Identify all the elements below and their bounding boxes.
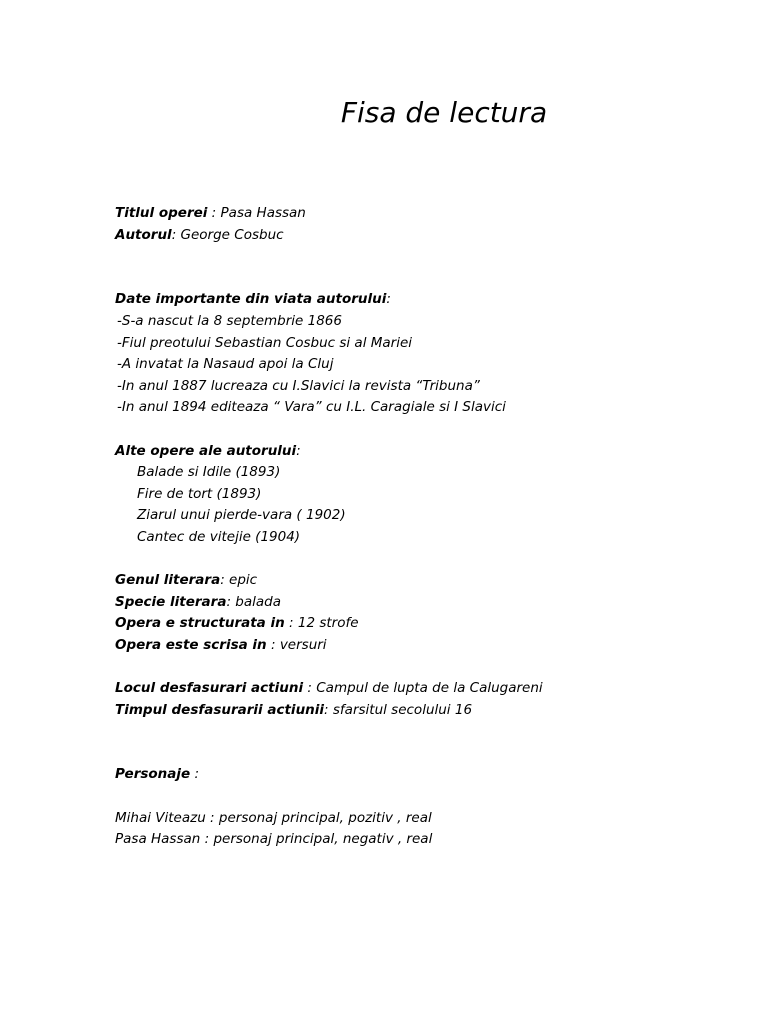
field-opera-structurata bbox=[115, 613, 735, 635]
field-separator: : bbox=[207, 205, 221, 221]
field-label: Autorul bbox=[115, 226, 172, 243]
field-separator: : bbox=[303, 680, 317, 697]
list-item: -In anul 1887 lucreaza cu I.Slavici la revista “Tribuna” bbox=[117, 377, 480, 394]
field-label: Locul desfasurari actiuni bbox=[115, 680, 304, 697]
list-item: -In anul 1894 editeaza “ Vara” cu I.L. Caragiale si I Slavici bbox=[117, 399, 506, 416]
field-label: Timpul desfasurarii actiunii bbox=[115, 701, 325, 718]
list-item: Cantec de vitejie (1904) bbox=[137, 528, 301, 545]
field-label: Specie literara bbox=[115, 593, 227, 610]
field-label: Titlul operei bbox=[115, 205, 208, 221]
field-separator: : bbox=[284, 615, 298, 632]
field-value: versuri bbox=[279, 636, 327, 653]
field-opera-scrisa bbox=[115, 635, 735, 657]
section-label: Date importante din viata autorului bbox=[115, 291, 387, 308]
section-heading-personaje bbox=[115, 764, 735, 786]
field-label: Opera este scrisa in bbox=[115, 636, 267, 653]
field-genul-literara bbox=[115, 570, 735, 592]
section-separator: : bbox=[296, 442, 301, 459]
field-value: sfarsitul secolului 16 bbox=[332, 701, 473, 718]
field-separator: : bbox=[324, 701, 333, 718]
field-locul-desfasurarii bbox=[115, 678, 735, 700]
field-value: George Cosbuc bbox=[180, 226, 284, 243]
field-label: Opera e structurata in bbox=[115, 615, 285, 632]
list-item: Fire de tort (1893) bbox=[137, 485, 262, 502]
section-label: Personaje bbox=[115, 766, 191, 783]
document-body bbox=[115, 203, 735, 851]
list-item: -Fiul preotului Sebastian Cosbuc si al Mariei bbox=[117, 334, 413, 351]
field-separator: : bbox=[266, 636, 280, 653]
section-separator: : bbox=[386, 291, 391, 308]
field-value: Campul de lupta de la Calugareni bbox=[316, 680, 543, 697]
section-label: Alte opere ale autorului bbox=[115, 442, 297, 459]
field-timpul-desfasurarii bbox=[115, 700, 735, 722]
list-item: -A invatat la Nasaud apoi la Cluj bbox=[117, 356, 334, 373]
field-value: Pasa Hassan bbox=[220, 205, 306, 221]
field-value: balada bbox=[235, 593, 281, 610]
list-item: Balade si Idile (1893) bbox=[137, 464, 281, 481]
field-separator: : bbox=[226, 593, 236, 610]
field-separator: : bbox=[171, 226, 181, 243]
list-item: Mihai Viteazu : personaj principal, pozitiv , real bbox=[115, 809, 432, 826]
page-title: Fisa de lectura bbox=[340, 96, 548, 129]
field-value: 12 strofe bbox=[297, 615, 359, 632]
field-autorul bbox=[115, 225, 735, 247]
field-label: Genul literara bbox=[115, 572, 221, 589]
field-separator: : bbox=[220, 572, 230, 589]
field-specie-literara bbox=[115, 592, 735, 614]
section-separator: : bbox=[190, 766, 200, 783]
list-item: -S-a nascut la 8 septembrie 1866 bbox=[117, 312, 342, 329]
field-value: epic bbox=[229, 572, 258, 589]
list-item: Pasa Hassan : personaj principal, negativ , real bbox=[115, 831, 433, 848]
section-heading-date-importante bbox=[115, 289, 735, 311]
field-titlul-operei bbox=[115, 203, 735, 225]
section-heading-alte-opere bbox=[115, 441, 735, 463]
list-item: Ziarul unui pierde-vara ( 1902) bbox=[137, 507, 346, 524]
